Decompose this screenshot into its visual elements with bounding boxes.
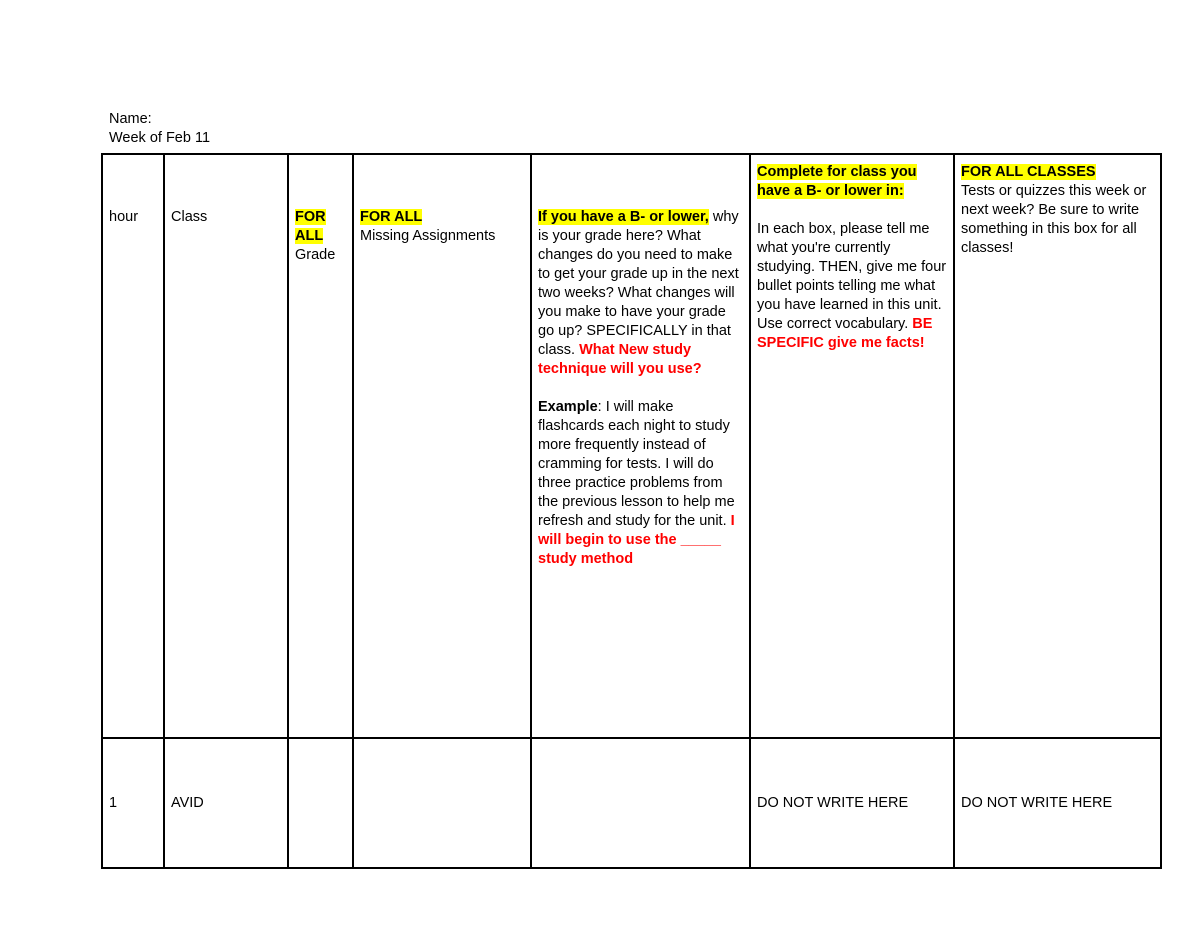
week-label: Week of Feb 11 bbox=[109, 130, 211, 146]
header-row bbox=[102, 154, 1161, 738]
missing-highlight: FOR ALL bbox=[360, 209, 423, 225]
header-class bbox=[164, 154, 288, 738]
header-current-studying bbox=[750, 154, 954, 738]
studying-emphasis: BE SPECIFIC give me facts! bbox=[757, 316, 933, 351]
studying-text: In each box, please tell me what you're currently studying. THEN, give me four bullet points telling me what you have learned in this unit. Use correct vocabulary. bbox=[757, 221, 947, 332]
studying-highlight: Complete for class you have a B- or lower in: bbox=[757, 164, 917, 199]
reflection-emphasis: What New study technique will you use? bbox=[538, 342, 702, 377]
name-label: Name: bbox=[109, 111, 152, 127]
reflection-text: why is your grade here? What changes do you need to make to get your grade up in the next two weeks? What changes will you make to have your grade go up? SPECIFICALLY in that class. bbox=[538, 209, 739, 358]
header-hour-label: hour bbox=[109, 209, 139, 225]
worksheet-heading bbox=[109, 110, 210, 148]
header-grade bbox=[288, 154, 353, 738]
tests-highlight: FOR ALL CLASSES bbox=[961, 164, 1096, 180]
header-grade-reflection bbox=[531, 154, 750, 738]
header-class-label: Class bbox=[171, 209, 208, 225]
example-emphasis: I will begin to use the _____ study method bbox=[538, 513, 735, 567]
row-studying-cell: DO NOT WRITE HERE bbox=[750, 738, 954, 868]
row-reflection-cell[interactable] bbox=[531, 738, 750, 868]
reflection-highlight: If you have a B- or lower, bbox=[538, 209, 709, 225]
row-missing-cell[interactable] bbox=[353, 738, 531, 868]
example-label: Example bbox=[538, 399, 598, 415]
grade-highlight: FOR ALL bbox=[295, 209, 326, 244]
tests-text: Tests or quizzes this week or next week? Be sure to write something in this box for all classes! bbox=[961, 183, 1147, 256]
header-missing-assignments bbox=[353, 154, 531, 738]
missing-label: Missing Assignments bbox=[360, 228, 496, 244]
header-hour bbox=[102, 154, 164, 738]
weekly-planner-table bbox=[101, 153, 1162, 869]
row-class-cell[interactable]: AVID bbox=[164, 738, 288, 868]
header-tests-quizzes bbox=[954, 154, 1161, 738]
table-row bbox=[102, 738, 1161, 868]
row-grade-cell[interactable] bbox=[288, 738, 353, 868]
grade-label: Grade bbox=[295, 247, 336, 263]
row-hour-cell[interactable]: 1 bbox=[102, 738, 164, 868]
row-tests-cell: DO NOT WRITE HERE bbox=[954, 738, 1161, 868]
example-text: : I will make flashcards each night to study more frequently instead of cramming for tests. I will do three practice problems from the previous lesson to help me refresh and study for the unit. bbox=[538, 399, 735, 529]
